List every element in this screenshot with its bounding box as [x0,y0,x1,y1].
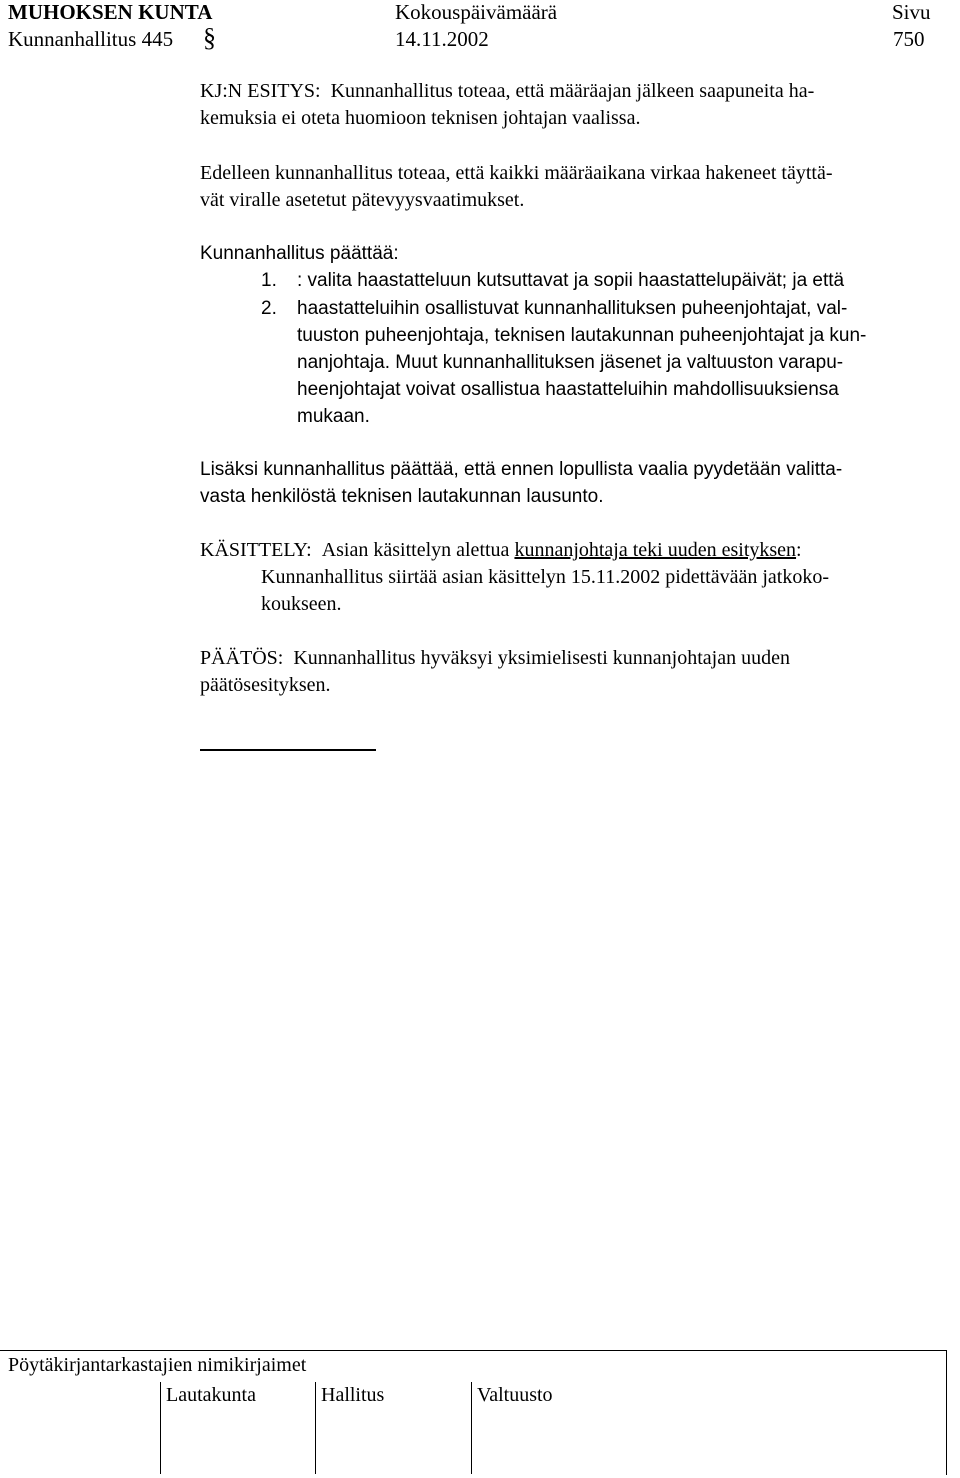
meeting-date: 14.11.2002 [395,27,489,51]
handling-line-3: koukseen. [261,593,342,615]
decision-label: PÄÄTÖS: [200,647,284,669]
decision-line-2: päätösesityksen. [200,674,331,696]
meeting-date-label: Kokouspäivämäärä [395,0,558,24]
paragraph-3-line-1: Lisäksi kunnanhallitus päättää, että ennen lopullista vaalia pyydetään valitta- [200,459,843,480]
paragraph-sign: § [203,23,216,52]
signature-title: Pöytäkirjantarkastajien nimikirjaimet [8,1354,307,1376]
decision-line-1: Kunnanhallitus hyväksyi yksimielisesti kunnanjohtajan uuden [293,647,790,669]
paragraph-3-line-2: vasta henkilöstä teknisen lautakunnan lausunto. [200,486,604,507]
handling-text-after: : [796,539,802,561]
item-2-line-2: tuuston puheenjohtaja, teknisen lautakunnan puheenjohtajat ja kun- [297,325,867,346]
handling-underlined-text: kunnanjohtaja teki uuden esityksen [514,539,797,561]
item-2-line-3: nanjohtaja. Muut kunnanhallituksen jäsenet ja valtuuston varapu- [297,352,844,373]
signature-cell-board-label: Lautakunta [166,1384,256,1406]
item-2-line-4: heenjohtajat voivat osallistua haastatteluihin mahdollisuuksiensa [297,379,839,400]
proposal-section [200,78,814,132]
handling-text-before: Asian käsittelyn alettua [321,539,515,561]
paragraph-3 [200,456,842,510]
item-2-line-1: haastatteluihin osallistuvat kunnanhallituksen puheenjohtajat, val- [297,298,848,319]
handling-label: KÄSITTELY: [200,539,312,561]
handling-line-2: Kunnanhallitus siirtää asian käsittelyn 15.11.2002 pidettävään jatkoko- [261,566,830,588]
item-1-number: 1. [261,270,277,291]
item-1-line-1: : valita haastatteluun kutsuttavat ja sopii haastattelupäivät; ja että [297,270,845,291]
item-2-text [297,295,866,430]
proposal-line-1: Kunnanhallitus toteaa, että määräajan jälkeen saapuneita ha- [330,80,815,102]
paragraph-2 [200,160,832,214]
paragraph-2-line-1: Edelleen kunnanhallitus toteaa, että kaikki määräaikana virkaa hakeneet täyttä- [200,162,833,184]
end-rule [200,749,376,751]
decision-section [200,645,790,699]
item-2-line-5: mukaan. [297,406,370,427]
signature-cell-council-label: Valtuusto [477,1384,553,1406]
item-1-text [297,267,844,294]
page-number: 750 [893,27,925,51]
handling-continuation [261,564,829,618]
page-label: Sivu [892,0,931,24]
paragraph-2-line-2: vät viralle asetetut pätevyysvaatimukset. [200,189,525,211]
proposal-line-2: kemuksia ei oteta huomioon teknisen johtajan vaalissa. [200,107,641,129]
proposal-label: KJ:N ESITYS: [200,80,321,102]
item-2-number: 2. [261,298,277,319]
handling-section [200,537,802,564]
municipality-name: MUHOKSEN KUNTA [8,0,213,24]
decision-intro: Kunnanhallitus päättää: [200,243,399,264]
board-and-number: Kunnanhallitus 445 [8,27,174,51]
signature-cell-government-label: Hallitus [321,1384,385,1406]
